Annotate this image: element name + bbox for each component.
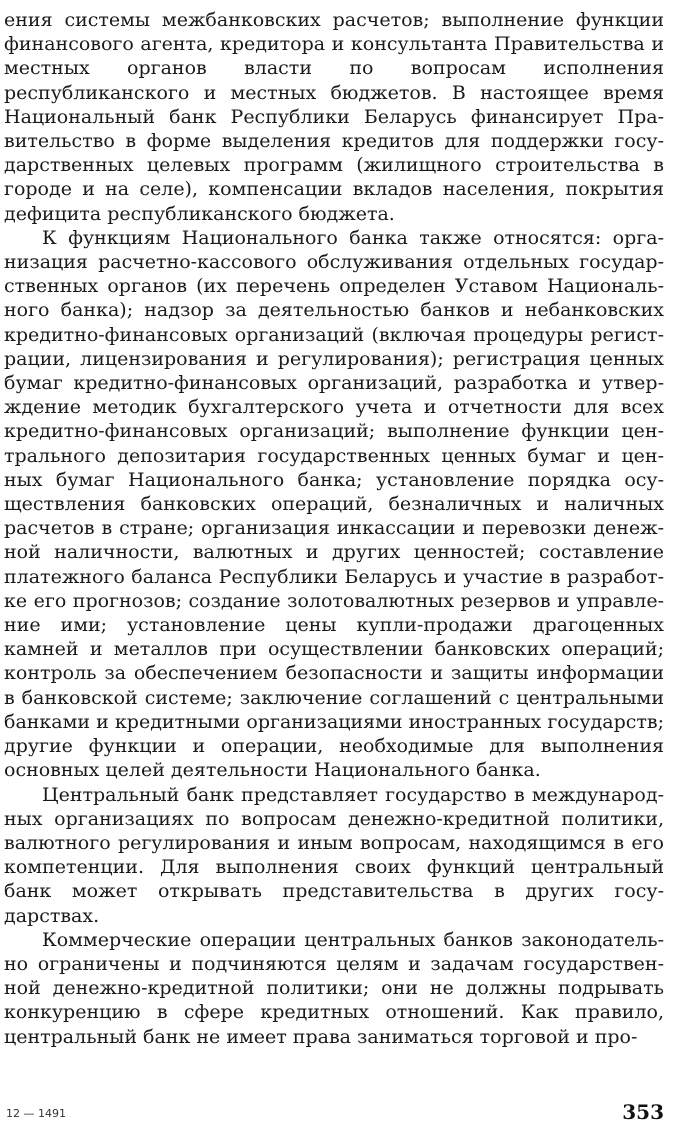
page-number: 353	[622, 1100, 664, 1124]
paragraph-1: ения системы межбанковских расчетов; выполнение функции финансового агента, кредитора и консультанта Правительства и местных органов власти по вопросам исполнения республиканского и местных бюджетов. В настоящее время Национальный банк Республики Беларусь финансирует Правительство в форме выделения кредитов для поддержки государственных целевых программ (жилищного строительства в городе и на селе), компенсации вкладов населения, покрытия дефицита республиканского бюджета.	[4, 9, 664, 225]
paragraph-3: Центральный банк представляет государство в международных организациях по вопросам денежно-кредитной политики, валютного регулирования и иным вопросам, находящимся в его компетенции. Для выполнения своих функций центральный банк может открывать представительства в других государствах.	[4, 783, 664, 927]
printer-signature: 12 — 1491	[6, 1107, 66, 1120]
paragraph-2: К функциям Национального банка также относятся: организация расчетно-кассового обслуживания отдельных государственных органов (их перечень определен Уставом Национального банка); надзор за деятельностью банков и небанковских кредитно-финансовых организаций (включая процедуры регистрации, лицензирования и регулирования); регистрация ценных бумаг кредитно-финансовых организаций, разработка и утверждение методик бухгалтерского учета и отчетности для всех кредитно-финансовых организаций; выполнение функции центрального депозитария государственных ценных бумаг и ценных бумаг Национального банка; установление порядка осуществления банковских операций, безналичных и наличных расчетов в стране; организация инкассации и перевозки денежной наличности, валютных и других ценностей; составление платежного баланса Республики Беларусь и участие в разработке его прогнозов; создание золотовалютных резервов и управление ими; установление цены купли-продажи драгоценных камней и металлов при осуществлении банковских операций; контроль за обеспечением безопасности и защиты информации в банковской системе; заключение соглашений с центральными банками и кредитными организациями иностранных государств; другие функции и операции, необходимые для выполнения основных целей деятельности Национального банка.	[4, 226, 664, 782]
page-footer	[6, 1094, 664, 1124]
body-text	[4, 8, 664, 1049]
paragraph-4: Коммерческие операции центральных банков законодательно ограничены и подчиняются целям и задачам государственной денежно-кредитной политики; они не должны подрывать конкуренцию в сфере кредитных отношений. Как правило, центральный банк не имеет права заниматься торговой и про-	[4, 928, 664, 1048]
